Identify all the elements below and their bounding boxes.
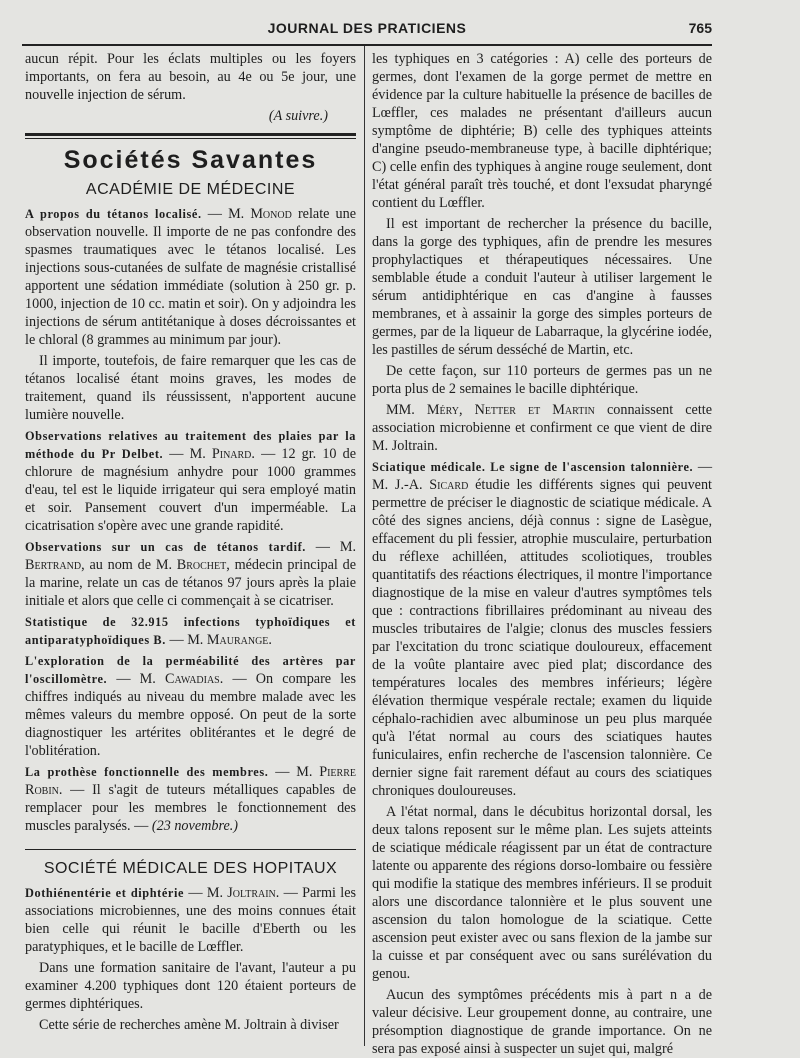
- entry-lead: Observations relatives au traitement des plaies par la méthode du Pr Delbet.: [25, 429, 356, 461]
- entry-author: Méry, Netter et Martin: [426, 402, 595, 418]
- entry-body: On compare les chiffres indiqués au niveau du membre malade avec les mêmes valeurs du membre opposé. On peut de la sorte diagnostiquer les artérites oblitérantes et le degré de l'oblitération.: [25, 671, 357, 759]
- entry-author: M. Brochet,: [155, 557, 230, 573]
- paragraph-text: connaissent cette association microbienne et confirment ce que vient de dire M. Joltrain.: [372, 402, 713, 454]
- paragraph: Cette série de recherches amène M. Joltrain à diviser: [39, 1017, 339, 1033]
- entry-body: relate une observation nouvelle. Il importe de ne pas confondre des spasmes traumatiques avec le tétanos localisé. Les injections sous-cutanées de sulfate de magnésie cristallisé apportent une sédation immédiate (solution à 250 gr. p. 1000, injection de 10 cc. matin et soir). On y adjoindra les injections de sérum antitétanique à doses décroissantes et le chloral (8 grammes au minimum par jour).: [25, 206, 357, 348]
- entry-tetanos-localise: A propos du tétanos localisé. — M. Monod relate une observation nouvelle. Il importe de ne pas confondre des spasmes traumatiques avec le tétanos localisé. Les injections sous-cutanées de sulfate de magnésie cristallisé apportent une sédation immédiate (solution à 250 gr. p. 1000, injection de 10 cc. matin et soir). On y adjoindra les injections de sérum antitétanique à doses décroissantes et le chloral (8 grammes au minimum par jour).: [25, 206, 357, 348]
- entry-prothese: La prothèse fonctionnelle des membres. — M. Pierre Robin. — Il s'agit de tuteurs métalliques capables de remplacer pour les membres le fonctionnement des muscles paralysés. — (23 novembre.): [25, 764, 356, 834]
- entry-author: M. Monod: [228, 206, 292, 222]
- paragraph: Il importe, toutefois, de faire remarquer que les cas de tétanos localisé étant moins graves, les modes de traitement, quand ils réussissent, n'apportent aucune lumière nouvelle.: [25, 353, 356, 423]
- entry-body: médecin principal de la marine, relate un cas de tétanos 97 jours après la plaie initiale et alors que celle ci commençait à se cicatriser.: [25, 557, 357, 609]
- paragraph: les typhiques en 3 catégories : A) celle des porteurs de germes, dont l'examen de la gorge permet de mettre en évidence par la culture habituelle la présence de bacilles de Lœffler, ces malades ne présentant d'ailleurs aucun symptôme de diphtérie; B) celle des typhiques atteints d'angine pseudo-membraneuse type, à bacille diphtérique; C) celle enfin des typhiques à angine rouge seulement, dont l'état général paraît très touché, et dont l'exsudat pharyngé contient du Lœffler.: [372, 51, 712, 211]
- entry-plaies-delbet: Observations relatives au traitement des plaies par la méthode du Pr Delbet. — M. Pinard. — 12 gr. 10 de chlorure de magnésium anhydre pour 1000 grammes d'eau, tel est le liquide irrigateur qui sera employé matin et soir. Pansement couvert d'un imperméable. La cicatrisation s'opère avec une grande rapidité.: [25, 429, 357, 534]
- running-title: JOURNAL DES PRATICIENS: [267, 20, 467, 36]
- entry-lead: A propos du tétanos localisé.: [25, 207, 202, 221]
- entry-author: M. Pierre Robin.: [25, 764, 356, 798]
- column-divider: [364, 46, 365, 1046]
- entry-lead: Sciatique médicale. Le signe de l'ascension talonnière.: [372, 460, 694, 474]
- entry-body: étudie les différents signes qui peuvent permettre de préciser le diagnostic de sciatique médicale. A côté des signes anciens, déjà connus : signe de Lasègue, effacement du pli fessier, atrophie musculaire, perturbation du réflexe achilléen, attitudes scoliotiques, troubles quantitatifs des réactions électriques, il montre l'importance diagnostique de la mise en valeur d'autres symptômes tels que : contractions fibrillaires prédominant au niveau des muscles tributaires de l'algie; clonus des muscles fessiers par l'excitation du tronc sciatique douloureux, effacement de la voûte plantaire avec pied plat; discordance des températures locales des membres inférieurs; légère élévation thermique vespérale rectale; examen du liquide céphalo-rachidien avec albuminose un peu plus marquée qu'à l'état normal au cours des sciatiques hautes funiculaires, enfin recherche de l'ascension talonnière. Ce dernier signe fait rarement défaut au cours des sciatiques chroniques douloureuses.: [372, 477, 712, 799]
- paragraph: [372, 401, 712, 455]
- right-column: [372, 50, 713, 1057]
- entry-lead: L'exploration de la perméabilité des artères par l'oscillomètre.: [25, 654, 356, 686]
- paragraph: A l'état normal, dans le décubitus horizontal dorsal, les deux talons reposent sur le même plan. Les sujets atteints de sciatique médicale réagissent par un état de contracture latente ou apparente des régions dorso-lombaire ou fessière qui modifie la statique des membres inférieurs. Il se produit alors une discordance talonnière et le plus souvent une ascension du talon homologue de la sciatique. Cette ascension peut exister avec ou sans flexion de la jambe sur la cuisse et par conséquent avec ou sans surélévation du genou.: [372, 804, 712, 982]
- paragraph: Aucun des symptômes précédents mis à part n a de valeur décisive. Leur groupement donne, au contraire, une présomption diagnostique de grande importance. On ne sera pas exposé ainsi à suspecter un sujet qui, malgré: [372, 987, 712, 1057]
- entry-body: 12 gr. 10 de chlorure de magnésium anhydre pour 1000 grammes d'eau, tel est le liquide irrigateur qui sera employé matin et soir. Pansement couvert d'un imperméable. La cicatrisation s'opère avec une grande rapidité.: [25, 446, 357, 534]
- header-rule: [22, 44, 712, 46]
- section-rule: [25, 133, 356, 139]
- entry-statistique: Statistique de 32.915 infections typhoïdiques et antiparatyphoïdiques B. — M. Maurange.: [25, 615, 356, 648]
- entry-date: (23 novembre.): [151, 818, 239, 834]
- entry-dothienenterie: Dothiénentérie et diphtérie — M. Joltrain. — Parmi les associations microbiennes, une des moins connues était bien celle qui réunit le bacille d'Eberth ou les paratyphiques, et le bacille de Lœffler.: [25, 885, 357, 955]
- entry-lead: Observations sur un cas de tétanos tardif.: [25, 540, 306, 554]
- entry-sciatique: Sciatique médicale. Le signe de l'ascension talonnière. — M. J.-A. Sicard étudie les différents signes qui peuvent permettre de préciser le diagnostic de sciatique médicale. A côté des signes anciens, déjà connus : signe de Lasègue, effacement du pli fessier, atrophie musculaire, perturbation du réflexe achilléen, attitudes scoliotiques, troubles quantitatifs des réactions électriques, il montre l'importance diagnostique de la mise en valeur d'autres symptômes tels que : contractions fibrillaires prédominant au niveau des muscles tributaires de l'algie; clonus des muscles fessiers par l'excitation du tronc sciatique douloureux, effacement de la voûte plantaire avec pied plat; discordance des températures locales des membres inférieurs; légère élévation thermique vespérale rectale; examen du liquide céphalo-rachidien avec albuminose un peu plus marquée qu'à l'état normal au cours des sciatiques hautes funiculaires, enfin recherche de l'ascension talonnière. Ce dernier signe fait rarement défaut au cours des sciatiques chroniques douloureuses.: [372, 459, 713, 799]
- entry-author: M. Pinard.: [189, 446, 255, 462]
- entry-oscillometre: L'exploration de la perméabilité des artères par l'oscillomètre. — M. Cawadias. — On compare les chiffres indiqués au niveau du membre malade avec les mêmes valeurs du membre opposé. On peut de la sorte diagnostiquer les artérites oblitérantes et le degré de l'oblitération.: [25, 654, 357, 759]
- entry-lead: Dothiénentérie et diphtérie: [25, 886, 185, 900]
- entry-lead: Statistique de 32.915 infections typhoïdiques et antiparatyphoïdiques B.: [25, 615, 356, 647]
- entry-author: M. Bertrand,: [25, 539, 356, 573]
- hopitaux-title: SOCIÉTÉ MÉDICALE DES HOPITAUX: [43, 860, 338, 877]
- page-number: 765: [688, 20, 712, 36]
- academy-title: ACADÉMIE DE MÉDECINE: [85, 181, 296, 198]
- section-rule: [25, 849, 356, 850]
- entry-body: Il s'agit de tuteurs métalliques capables de remplacer pour les membres le fonctionnement des muscles paralysés.: [25, 782, 356, 834]
- entry-author: M. Cawadias.: [139, 671, 224, 687]
- entry-author: M. Maurange.: [187, 632, 272, 648]
- paragraph: De cette façon, sur 110 porteurs de germes pas un ne porta plus de 2 semaines le bacille diphtérique.: [372, 363, 712, 397]
- continued-note: (A suivre.): [268, 108, 328, 124]
- left-column: [25, 50, 356, 1048]
- section-title: Sociétés Savantes: [63, 146, 318, 174]
- entry-author: M. Joltrain.: [206, 885, 280, 901]
- entry-tetanos-tardif: Observations sur un cas de tétanos tardif. — M. Bertrand, au nom de M. Brochet, médecin principal de la marine, relate un cas de tétanos 97 jours après la plaie initiale et alors que celle ci commençait à se cicatriser.: [25, 539, 357, 609]
- paragraph: Il est important de rechercher la présence du bacille, dans la gorge des typhiques, afin de prendre les mesures prophylactiques et thérapeutiques nécessaires. Une semblable étude a conduit l'auteur à utiliser largement le sérum antidiphtérique en cas d'angine à fausses membranes, et à assainir la gorge des simples porteurs de germes, par de la liqueur de Labarraque, la glycérine iodée, les pastilles de sérum desséché de Martin, etc.: [372, 216, 712, 358]
- entry-author: M. J.-A. Sicard: [372, 477, 469, 493]
- entry-body: Parmi les associations microbiennes, une des moins connues était bien celle qui réunit le bacille d'Eberth ou les paratyphiques, et le bacille de Lœffler.: [25, 885, 357, 955]
- intro-paragraph: aucun répit. Pour les éclats multiples ou les foyers importants, on fera au besoin, au 4e ou 5e jour, une nouvelle injection de sérum.: [25, 51, 356, 103]
- paragraph: Dans une formation sanitaire de l'avant, l'auteur a pu examiner 4.200 typhiques dont 120 étaient porteurs de germes diphtériques.: [25, 960, 356, 1012]
- entry-lead: La prothèse fonctionnelle des membres.: [25, 765, 269, 779]
- paragraph-text: MM.: [386, 402, 415, 418]
- entry-text: au nom de: [89, 557, 152, 573]
- page-header: [22, 16, 712, 44]
